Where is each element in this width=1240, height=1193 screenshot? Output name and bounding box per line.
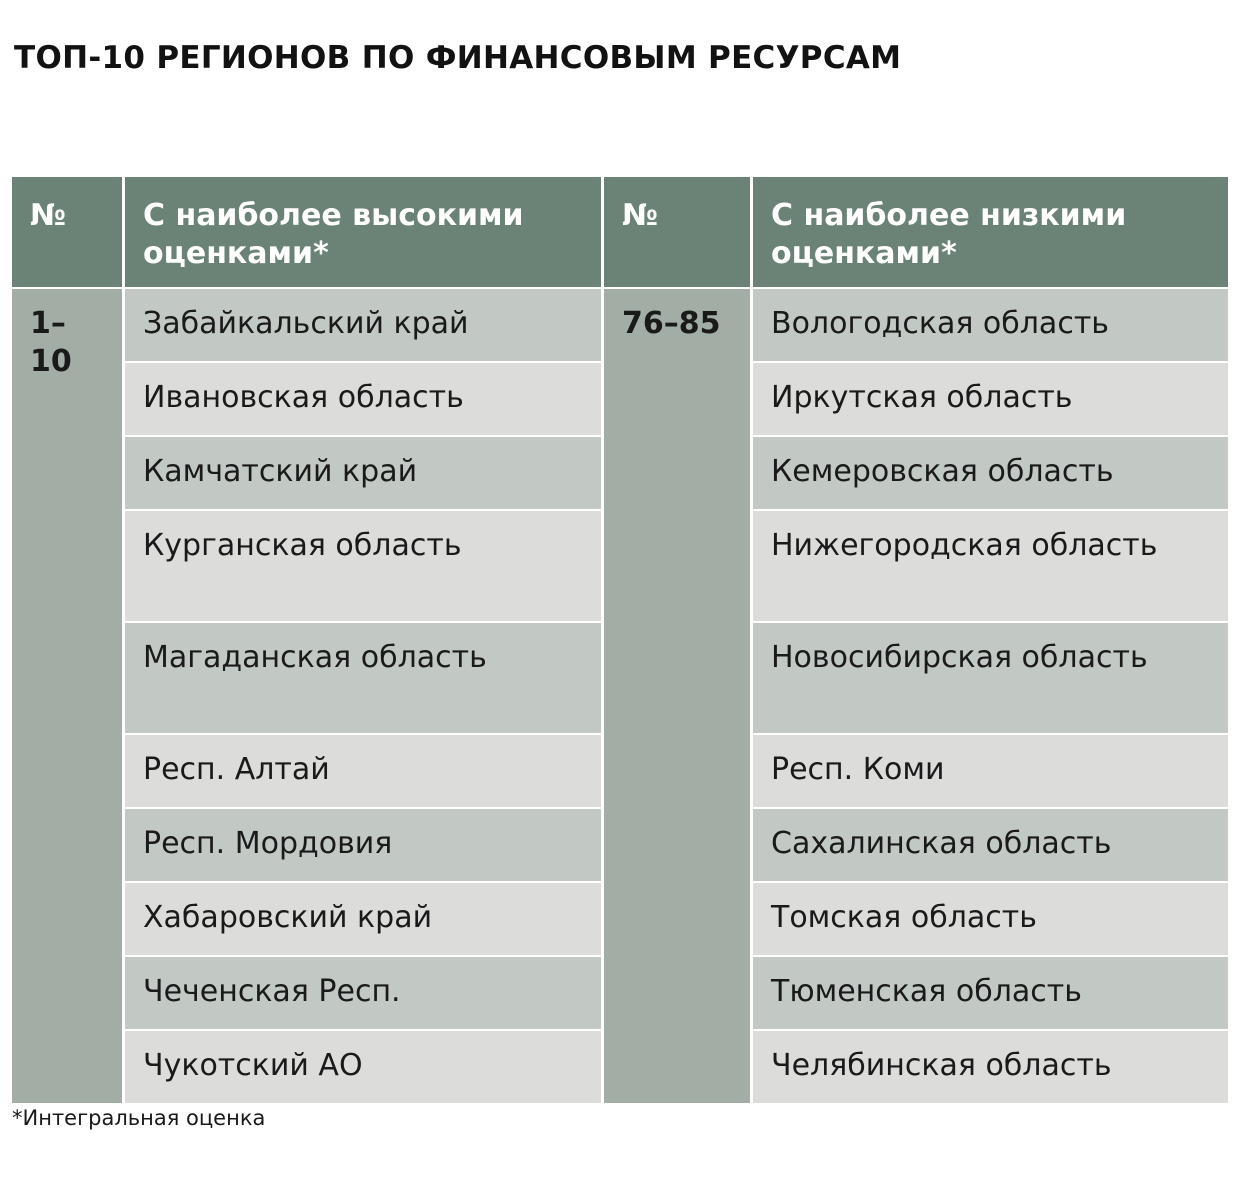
page-title: ТОП-10 РЕГИОНОВ ПО ФИНАНСОВЫМ РЕСУРСАМ bbox=[14, 40, 902, 76]
table-cell-low: Челябинская область bbox=[753, 1031, 1228, 1103]
rank-range-high: 1–10 bbox=[12, 289, 122, 1103]
table-cell-low: Тюменская область bbox=[753, 957, 1228, 1029]
header-lowest-ratings: С наиболее низкими оценками* bbox=[753, 177, 1228, 287]
table-cell-low: Вологодская область bbox=[753, 289, 1228, 361]
table-cell-high: Респ. Алтай bbox=[125, 735, 601, 807]
table-cell-low: Нижегородская область bbox=[753, 511, 1228, 621]
footnote: *Интегральная оценка bbox=[12, 1106, 266, 1130]
table-cell-high: Чукотский АО bbox=[125, 1031, 601, 1103]
table-cell-high: Курганская область bbox=[125, 511, 601, 621]
table-cell-high: Хабаровский край bbox=[125, 883, 601, 955]
table-cell-high: Магаданская область bbox=[125, 623, 601, 733]
table-cell-low: Томская область bbox=[753, 883, 1228, 955]
table-cell-low: Новосибирская область bbox=[753, 623, 1228, 733]
table-cell-low: Сахалинская область bbox=[753, 809, 1228, 881]
header-highest-ratings: С наиболее высокими оценками* bbox=[125, 177, 601, 287]
rank-range-low: 76–85 bbox=[604, 289, 750, 1103]
header-number-right: № bbox=[604, 177, 750, 287]
table-cell-low: Иркутская область bbox=[753, 363, 1228, 435]
table-cell-low: Кемеровская область bbox=[753, 437, 1228, 509]
table-cell-high: Камчатский край bbox=[125, 437, 601, 509]
table-cell-high: Чеченская Респ. bbox=[125, 957, 601, 1029]
table-cell-low: Респ. Коми bbox=[753, 735, 1228, 807]
table-cell-high: Ивановская область bbox=[125, 363, 601, 435]
regions-table bbox=[12, 177, 1229, 1097]
table-cell-high: Респ. Мордовия bbox=[125, 809, 601, 881]
table-cell-high: Забайкальский край bbox=[125, 289, 601, 361]
header-number-left: № bbox=[12, 177, 122, 287]
